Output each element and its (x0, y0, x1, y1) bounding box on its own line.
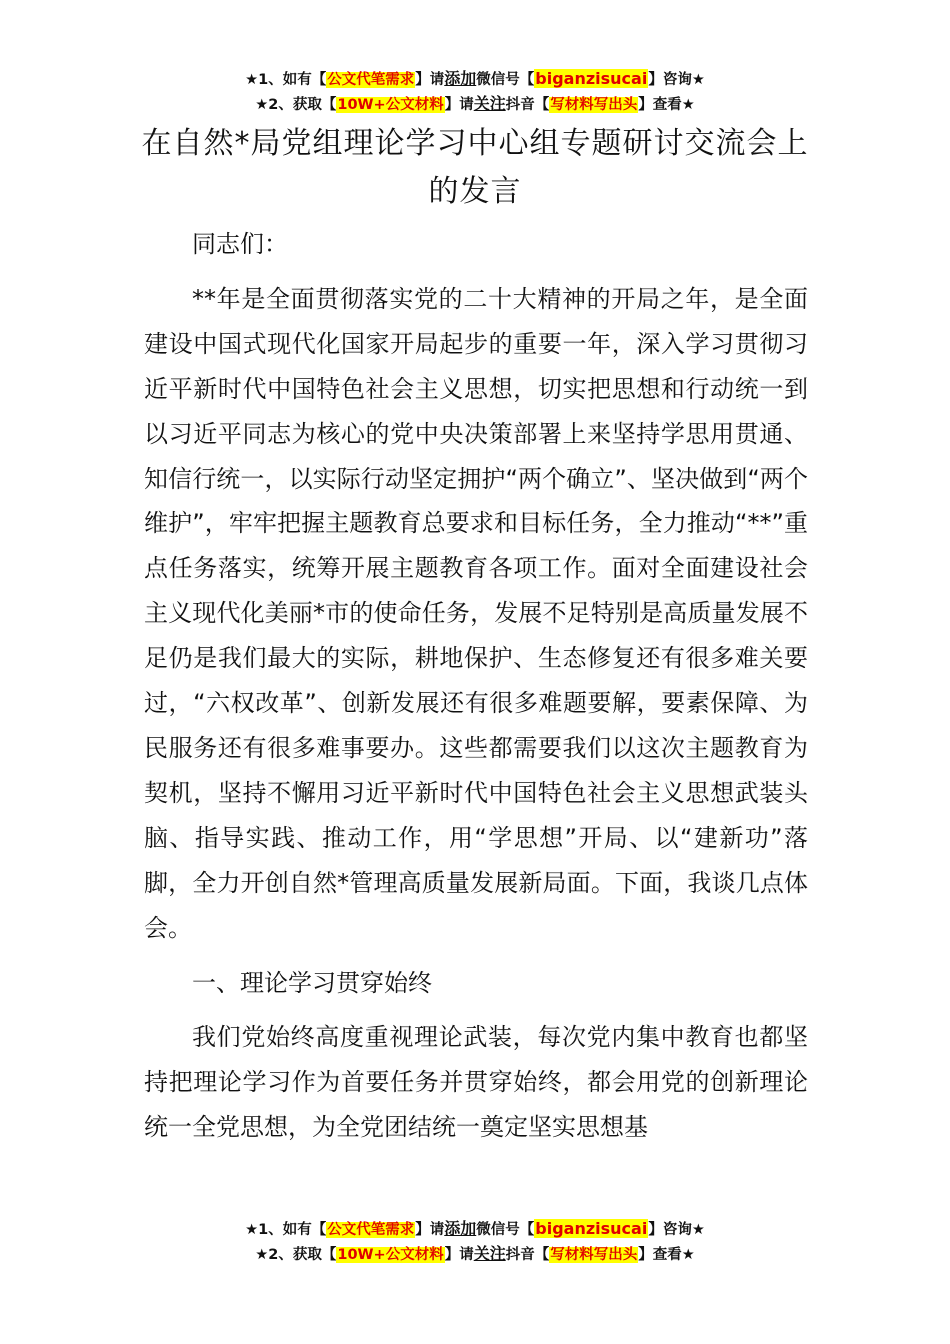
highlight-douyin: 写材料写出头 (550, 1247, 638, 1263)
section-heading: 一、理论学习贯穿始终 (192, 968, 432, 997)
highlight-service: 公文代笔需求 (327, 72, 415, 88)
promo-banner-bottom (0, 1217, 950, 1267)
promo-line-2: ★2、获取【10W+公文材料】请关注抖音【写材料写出头】查看★ (255, 1244, 695, 1263)
promo-line-1: ★1、如有【公文代笔需求】请添加微信号【biganzisucai】咨询★ (245, 69, 705, 88)
highlight-materials: 10W+公文材料 (337, 1247, 444, 1263)
highlight-materials: 10W+公文材料 (337, 97, 444, 113)
highlight-douyin: 写材料写出头 (550, 97, 638, 113)
document-body (144, 222, 808, 1150)
highlight-wechat-id: biganzisucai (535, 1219, 648, 1238)
paragraph: 我们党始终高度重视理论武装，每次党内集中教育也都坚持把理论学习作为首要任务并贯穿始终，都会用党的创新理论统一全党思想，为全党团结统一奠定坚实思想基 (144, 1023, 808, 1142)
highlight-service: 公文代笔需求 (327, 1222, 415, 1238)
promo-line-2: ★2、获取【10W+公文材料】请关注抖音【写材料写出头】查看★ (255, 94, 695, 113)
paragraph: **年是全面贯彻落实党的二十大精神的开局之年，是全面建设中国式现代化国家开局起步的重要一年，深入学习贯彻习近平新时代中国特色社会主义思想，切实把思想和行动统一到以习近平同志为核心的党中央决策部署上来坚持学思用贯通、知信行统一，以实际行动坚定拥护“两个确立”、坚决做到“两个维护”，牢牢把握主题教育总要求和目标任务，全力推动“**”重点任务落实，统筹开展主题教育各项工作。面对全面建设社会主义现代化美丽*市的使命任务，发展不足特别是高质量发展不足仍是我们最大的实际，耕地保护、生态修复还有很多难关要过，“六权改革”、创新发展还有很多难题要解，要素保障、为民服务还有很多难事要办。这些都需要我们以这次主题教育为契机，坚持不懈用习近平新时代中国特色社会主义思想武装头脑、指导实践、推动工作，用“学思想”开局、以“建新功”落脚，全力开创自然*管理高质量发展新局面。下面，我谈几点体会。 (144, 284, 808, 942)
promo-line-1: ★1、如有【公文代笔需求】请添加微信号【biganzisucai】咨询★ (245, 1219, 705, 1238)
salutation: 同志们： (192, 230, 288, 258)
highlight-wechat-id: biganzisucai (535, 69, 648, 88)
document-title: 在自然*局党组理论学习中心组专题研讨交流会上的发言 (141, 126, 809, 209)
promo-banner-top (0, 67, 950, 117)
